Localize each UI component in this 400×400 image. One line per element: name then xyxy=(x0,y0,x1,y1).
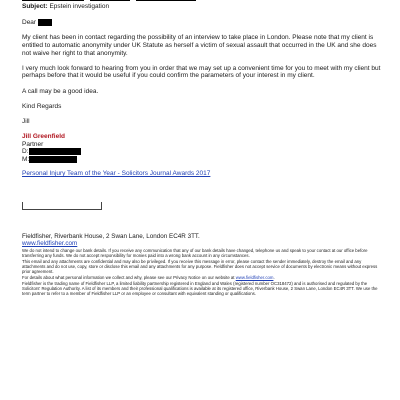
website-link[interactable]: www.fieldfisher.com xyxy=(22,240,78,248)
subject-value: Epstein investigation xyxy=(49,3,110,10)
direct-label: D: xyxy=(22,148,29,156)
office-address: Fieldfisher, Riverbank House, 2 Swan Lane, London EC4R 3TT. xyxy=(22,233,200,240)
redaction xyxy=(29,148,81,155)
privacy-text: For details about what personal information we collect and why, please see our Privacy Notice on our website at xyxy=(22,275,235,281)
mobile-label: M: xyxy=(22,156,30,164)
redaction xyxy=(38,19,52,26)
subject-line xyxy=(22,3,109,11)
short-sign: Jill xyxy=(22,117,30,125)
redaction xyxy=(90,0,130,1)
subject-label: Subject: xyxy=(22,3,48,10)
award-link[interactable]: Personal Injury Team of the Year - Solicitors Journal Awards 2017 xyxy=(22,169,211,177)
email-footer xyxy=(22,233,384,296)
body-paragraph: I very much look forward to hearing from you in order that we may set up a convenient time for you to meet with my client but perhaps before that it would be useful if you could confirm the parameters of your interest in my client. xyxy=(22,64,381,80)
signature-block xyxy=(22,133,382,177)
disclaimer-privacy: For details about what personal information we collect and why, please see our Privacy Notice on our website at www.fieldfisher.com. xyxy=(22,275,275,281)
signature-mobile-line xyxy=(22,156,382,164)
redaction xyxy=(22,0,84,1)
salutation: Dear xyxy=(22,19,37,27)
disclaimer-legal: Fieldfisher is the trading name of Fieldfisher LLP, a limited liability partnership registered in England and Wales (registered number OC318472) and is authorised and regulated by the Solicitors' Regulation Authority. A list of its members and their professional qualifications is available at its registered office, Riverbank House, 2 Swan Lane, London EC4R 3TT. We use the term partner to refer to a member of Fieldfisher LLP or an employee or consultant with equivalent standing or qualifications. xyxy=(22,281,378,297)
redaction xyxy=(136,0,196,1)
privacy-link[interactable]: www.fieldfisher.com xyxy=(235,275,274,281)
signature-direct-line xyxy=(22,148,382,156)
disclaimer-bank: We do not intend to change our bank details. If you receive any communication that any of our bank details have changed, telephone us and speak to your contact at our office before transferring any funds. We do not accept responsibility for monies paid into a wrong bank account in any circumstances. xyxy=(22,248,368,259)
signature-title: Partner xyxy=(22,140,44,148)
email-body xyxy=(22,19,382,178)
disclaimer-confidential: This email and any attachments are confidential and may also be privileged. If you receive this message in error, please contact the sender immediately, destroy the email and any attachments and do not use, copy, store or disclose this email and any attachments for any purpose. Fieldfisher does not accept service of documents by electronic means without express prior agreement. xyxy=(22,259,378,275)
redaction xyxy=(29,156,77,163)
closing: Kind Regards xyxy=(22,102,62,110)
body-paragraph: A call may be a good idea. xyxy=(22,87,99,95)
salutation-line xyxy=(22,19,382,27)
banner-image-placeholder xyxy=(22,202,102,210)
signature-name: Jill Greenfield xyxy=(22,133,65,141)
body-paragraph: My client has been in contact regarding the possibility of an interview to take place in London. Please note that my client is entitled to automatic anonymity under UK Statute as herself a victim of sexual assault that occurred in the UK and she does not waive her right to that anonymity. xyxy=(22,34,377,57)
